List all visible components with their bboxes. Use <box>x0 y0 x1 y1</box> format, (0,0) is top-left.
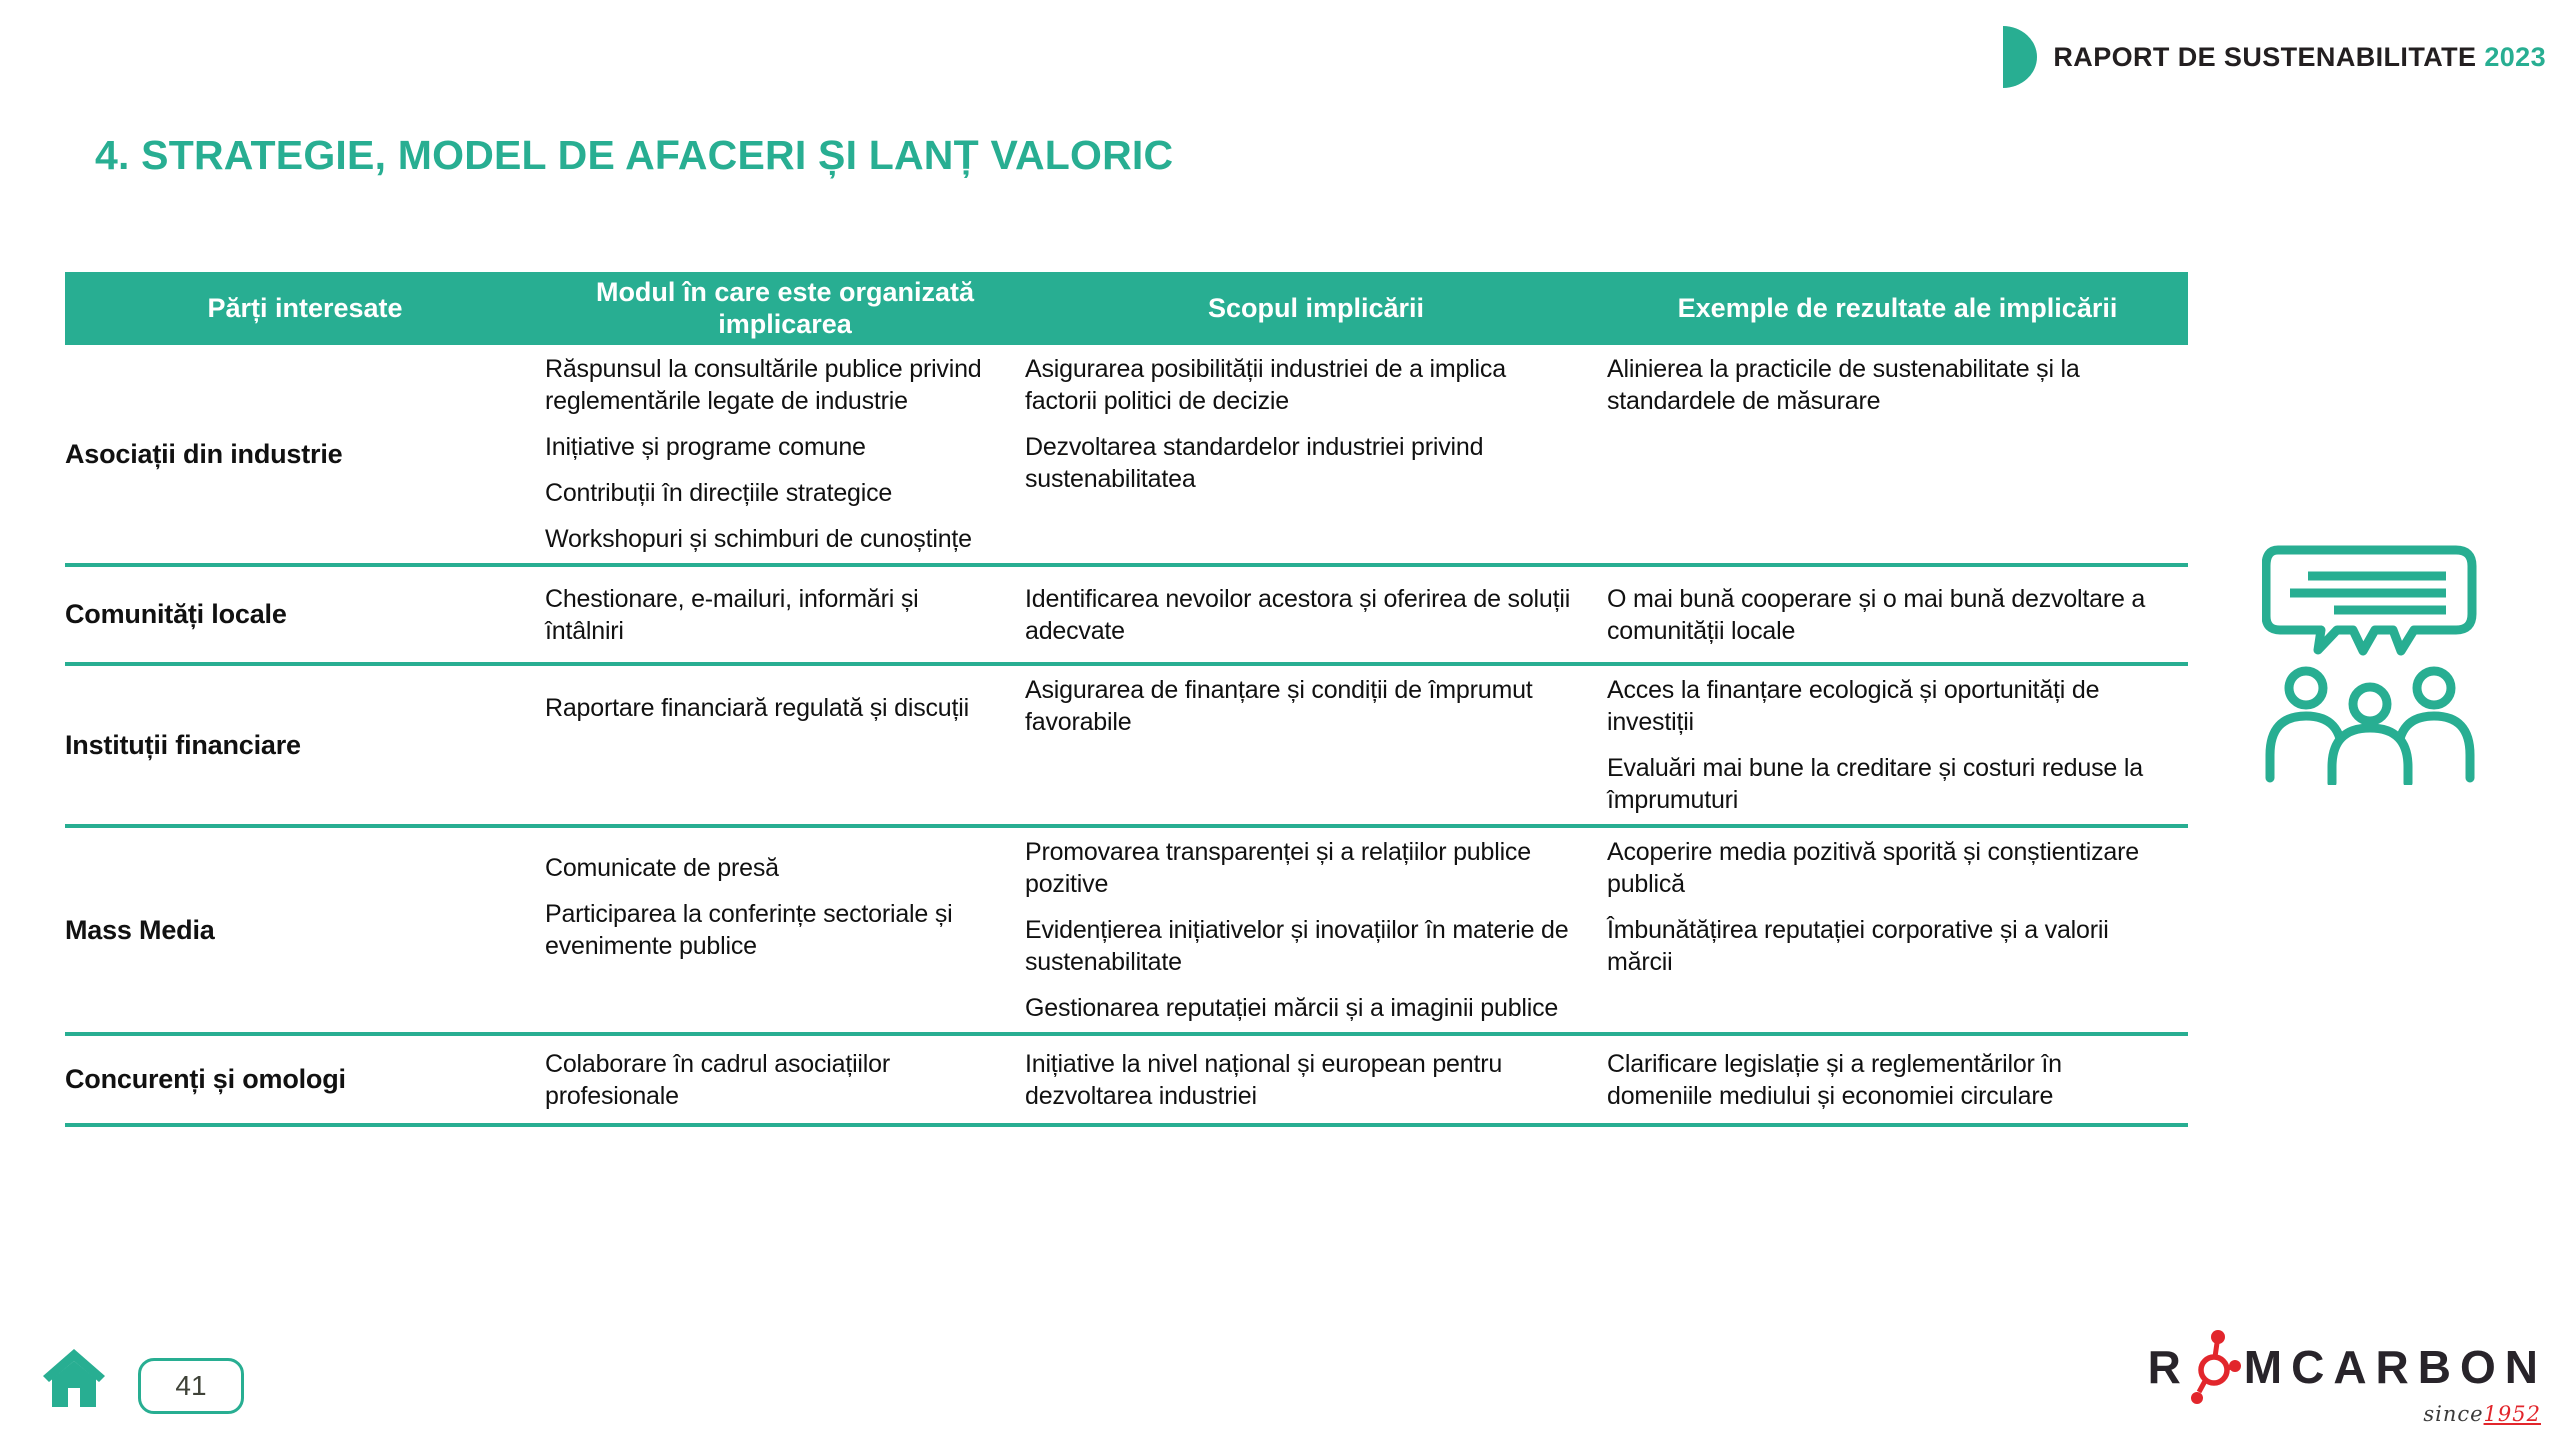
report-title-label: RAPORT DE SUSTENABILITATE <box>2053 41 2477 72</box>
column-header-stakeholders: Părți interesate <box>207 292 403 323</box>
column-header-purpose: Scopul implicării <box>1207 292 1425 323</box>
engagement-cell <box>545 1036 1025 1123</box>
tagline-since: since <box>2423 1402 2484 1426</box>
logo-wordmark <box>2148 1328 2547 1406</box>
results-cell <box>1607 567 2188 662</box>
purpose-cell <box>1025 666 1607 824</box>
home-button[interactable] <box>42 1348 106 1408</box>
cell-paragraph: Inițiative la nivel național și european pentru dezvoltarea industriei <box>1025 1049 1503 1110</box>
cell-paragraph: Îmbunătățirea reputației corporative și a valorii mărcii <box>1607 916 2109 976</box>
engagement-cell <box>545 345 1025 563</box>
column-header-results: Exemple de rezultate ale implicării <box>1677 292 2118 323</box>
results-cell <box>1607 345 2188 563</box>
cell-paragraph: Răspunsul la consultările publice privind reglementările legate de industrie <box>545 355 982 415</box>
logo-letter-r: R <box>2147 1341 2190 1393</box>
table-row-local-communities <box>65 567 2188 666</box>
stakeholder-cell: Instituții financiare <box>65 729 301 760</box>
cell-paragraph: Clarificare legislație și a reglementărilor în domeniile mediului și economiei circulare <box>1607 1049 2062 1110</box>
logo-letters-mcarbon: MCARBON <box>2243 1341 2547 1393</box>
page-number: 41 <box>175 1370 207 1401</box>
stakeholder-cell: Asociații din industrie <box>65 438 343 469</box>
cell-paragraph: Acces la finanțare ecologică și oportunități de investiții <box>1607 676 2100 736</box>
stakeholder-cell: Concurenți și omologi <box>65 1064 346 1095</box>
purpose-cell <box>1025 828 1607 1032</box>
speech-bubble-people-icon <box>2262 545 2480 785</box>
table-row-industry-associations <box>65 345 2188 567</box>
purpose-cell <box>1025 1036 1607 1123</box>
engagement-cell <box>545 828 1025 1032</box>
cell-paragraph: Dezvoltarea standardelor industriei privind sustenabilitatea <box>1025 433 1484 493</box>
brand-half-circle-icon <box>2003 26 2037 88</box>
home-icon <box>42 1348 106 1408</box>
cell-paragraph: O mai bună cooperare și o mai bună dezvoltare a comunității locale <box>1607 584 2146 645</box>
cell-paragraph: Evaluări mai bune la creditare și costuri reduse la împrumuturi <box>1607 754 2143 814</box>
purpose-cell <box>1025 567 1607 662</box>
report-year: 2023 <box>2484 41 2546 72</box>
cell-paragraph: Colaborare în cadrul asociațiilor profesionale <box>545 1049 890 1110</box>
cell-paragraph: Gestionarea reputației mărcii și a imaginii publice <box>1025 994 1559 1022</box>
logo-tagline <box>2423 1402 2541 1426</box>
engagement-cell <box>545 567 1025 662</box>
cell-paragraph: Identificarea nevoilor acestora și oferirea de soluții adecvate <box>1025 584 1571 645</box>
results-cell <box>1607 666 2188 824</box>
results-cell <box>1607 828 2188 1032</box>
cell-paragraph: Chestionare, e-mailuri, informări și întâlniri <box>545 584 919 645</box>
stakeholder-cell: Comunități locale <box>65 599 287 630</box>
romcarbon-logo <box>2075 1328 2547 1426</box>
cell-paragraph: Asigurarea posibilității industriei de a implica factorii politici de decizie <box>1025 355 1506 415</box>
cell-paragraph: Participarea la conferințe sectoriale și evenimente publice <box>545 900 953 960</box>
cell-paragraph: Workshopuri și schimburi de cunoștințe <box>545 525 972 553</box>
table-row-competitors-peers <box>65 1036 2188 1127</box>
cell-paragraph: Comunicate de presă <box>545 854 779 882</box>
cell-paragraph: Alinierea la practicile de sustenabilitate și la standardele de măsurare <box>1607 355 2080 415</box>
tagline-year: 1952 <box>2483 1402 2541 1426</box>
purpose-cell <box>1025 345 1607 563</box>
cell-paragraph: Evidențierea inițiativelor și inovațiilor în materie de sustenabilitate <box>1025 916 1569 976</box>
column-header-engagement: Modul în care este organizată implicarea <box>595 277 975 339</box>
report-title-text <box>2053 42 2546 73</box>
cell-paragraph: Acoperire media pozitivă sporită și conștientizare publică <box>1607 838 2139 898</box>
results-cell <box>1607 1036 2188 1123</box>
page-title: 4. STRATEGIE, MODEL DE AFACERI ȘI LANȚ VALORIC <box>95 132 1174 178</box>
cell-paragraph: Contribuții în direcțiile strategice <box>545 479 893 507</box>
stakeholder-table <box>65 272 2188 1127</box>
report-header <box>2003 26 2546 88</box>
table-row-mass-media <box>65 828 2188 1036</box>
stakeholder-cell: Mass Media <box>65 914 215 945</box>
table-row-financial-institutions <box>65 666 2188 828</box>
engagement-cell <box>545 666 1025 824</box>
page-number-badge <box>138 1358 244 1414</box>
table-header-row <box>65 272 2188 345</box>
cell-paragraph: Promovarea transparenței și a relațiilor publice pozitive <box>1025 838 1531 898</box>
cell-paragraph: Raportare financiară regulată și discuții <box>545 694 969 722</box>
molecule-icon <box>2190 1328 2242 1406</box>
cell-paragraph: Inițiative și programe comune <box>545 433 866 461</box>
cell-paragraph: Asigurarea de finanțare și condiții de împrumut favorabile <box>1025 676 1533 736</box>
